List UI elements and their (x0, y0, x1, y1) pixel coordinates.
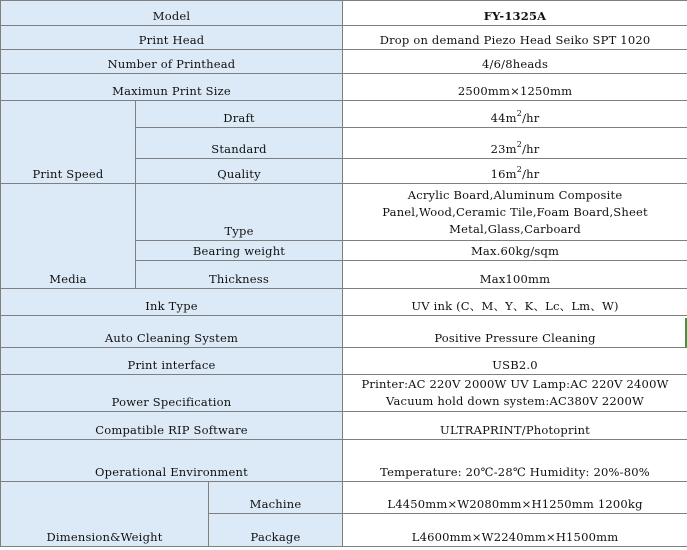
table-row (1, 26, 687, 50)
table-row (1, 412, 687, 440)
media-label[interactable]: Media (1, 184, 136, 289)
speed-standard-number: 23 (490, 142, 506, 156)
table-row (1, 184, 687, 241)
package-label[interactable]: Package (209, 514, 343, 547)
auto-cleaning-label[interactable]: Auto Cleaning System (1, 316, 343, 348)
power-line: Vacuum hold down system:AC380V 2200W (386, 394, 644, 408)
table-row (1, 375, 687, 412)
table-row (1, 482, 687, 514)
machine-value[interactable]: L4450mm×W2080mm×H1250mm 1200kg (343, 482, 687, 514)
table-row (1, 348, 687, 375)
ink-type-value[interactable]: UV ink (C、M、Y、K、Lc、Lm、W) (343, 289, 687, 316)
max-print-size-value[interactable]: 2500mm×1250mm (343, 74, 687, 101)
rip-software-value[interactable]: ULTRAPRINT/Photoprint (343, 412, 687, 440)
media-type-line: Panel,Wood,Ceramic Tile,Foam Board,Sheet (382, 204, 648, 219)
bearing-weight-label[interactable]: Bearing weight (136, 241, 343, 261)
model-value[interactable]: FY-1325A (343, 1, 687, 26)
table-row (1, 50, 687, 74)
ink-type-label[interactable]: Ink Type (1, 289, 343, 316)
print-speed-label[interactable]: Print Speed (1, 101, 136, 184)
package-value[interactable]: L4600mm×W2240mm×H1500mm (343, 514, 687, 547)
speed-standard-value[interactable] (343, 128, 687, 159)
speed-quality-number: 16 (490, 167, 506, 181)
power-value[interactable] (343, 375, 687, 412)
print-head-label[interactable]: Print Head (1, 26, 343, 50)
speed-draft-number: 44 (490, 111, 506, 125)
print-interface-value[interactable]: USB2.0 (343, 348, 687, 375)
print-head-value[interactable]: Drop on demand Piezo Head Seiko SPT 1020 (343, 26, 687, 50)
machine-label[interactable]: Machine (209, 482, 343, 514)
media-type-line: Metal,Glass,Carboard (449, 221, 581, 236)
speed-quality-value[interactable] (343, 159, 687, 184)
power-line: Printer:AC 220V 2000W UV Lamp:AC 220V 2400W (361, 377, 669, 391)
table-row (1, 316, 687, 348)
speed-unit: $m^2/hr$ (505, 140, 540, 156)
media-type-label[interactable]: Type (136, 184, 343, 241)
table-row (1, 440, 687, 482)
environment-value[interactable]: Temperature: 20℃-28℃ Humidity: 20%-80% (343, 440, 687, 482)
dimension-weight-label[interactable]: Dimension&Weight (1, 482, 209, 547)
bearing-weight-value[interactable]: Max.60kg/sqm (343, 241, 687, 261)
thickness-value[interactable]: Max100mm (343, 261, 687, 289)
max-print-size-label[interactable]: Maximun Print Size (1, 74, 343, 101)
speed-standard-label[interactable]: Standard (136, 128, 343, 159)
rip-software-label[interactable]: Compatible RIP Software (1, 412, 343, 440)
media-type-line: Acrylic Board,Aluminum Composite (407, 187, 623, 202)
printhead-count-label[interactable]: Number of Printhead (1, 50, 343, 74)
model-label[interactable]: Model (1, 1, 343, 26)
thickness-label[interactable]: Thickness (136, 261, 343, 289)
table-row (1, 74, 687, 101)
speed-quality-label[interactable]: Quality (136, 159, 343, 184)
media-type-value[interactable] (343, 184, 687, 241)
power-label[interactable]: Power Specification (1, 375, 343, 412)
printhead-count-value[interactable]: 4/6/8heads (343, 50, 687, 74)
speed-draft-value[interactable] (343, 101, 687, 128)
table-row (1, 1, 687, 26)
table-row (1, 101, 687, 128)
environment-label[interactable]: Operational Environment (1, 440, 343, 482)
table-row (1, 289, 687, 316)
auto-cleaning-value[interactable]: Positive Pressure Cleaning (343, 316, 687, 348)
print-interface-label[interactable]: Print interface (1, 348, 343, 375)
speed-unit: $m^2/hr$ (505, 165, 540, 181)
speed-unit: $m^2/hr$ (505, 109, 540, 125)
speed-draft-label[interactable]: Draft (136, 101, 343, 128)
